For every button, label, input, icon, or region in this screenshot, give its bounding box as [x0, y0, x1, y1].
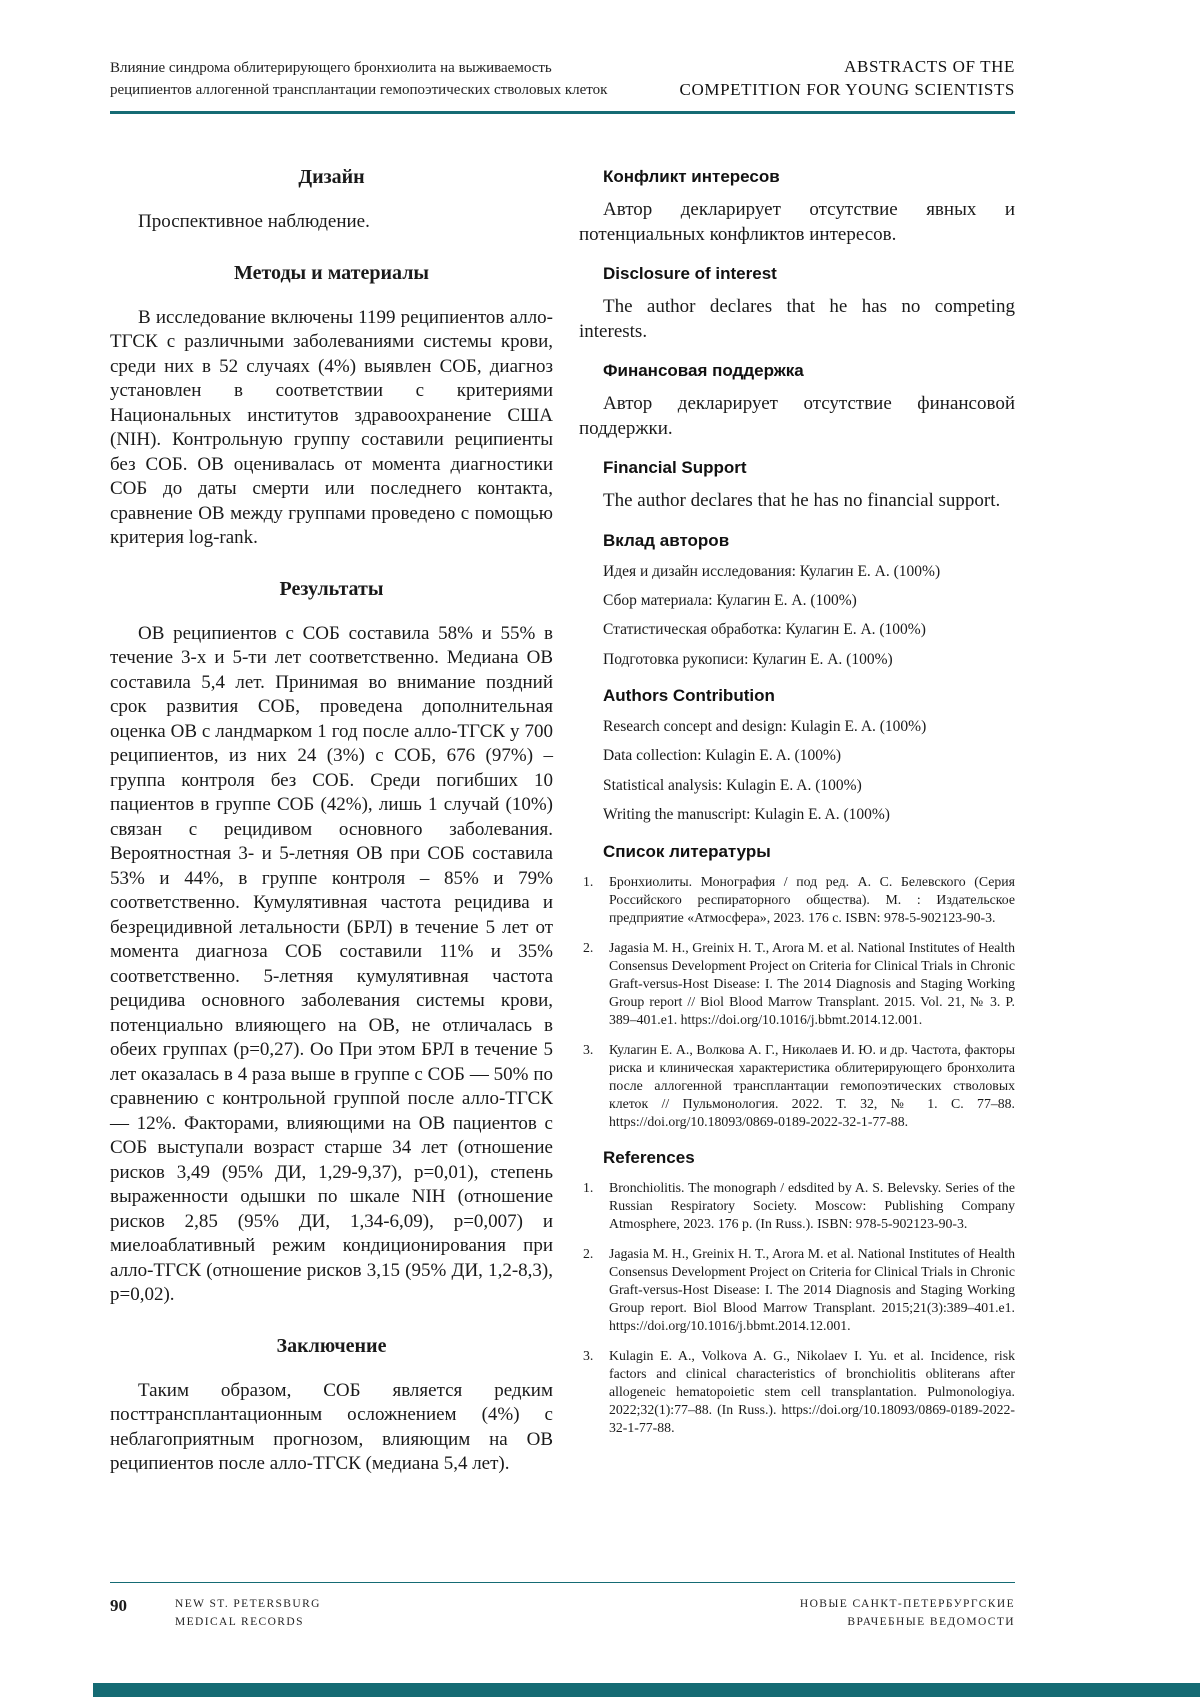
refs-en-heading: References — [603, 1147, 695, 1167]
contrib-ru-heading: Вклад авторов — [603, 530, 730, 550]
results-text: ОВ реципиентов с СОБ составила 58% и 55% в течение 3-х и 5-ти лет соответственно. Медиана ОВ составила 5,4 лет. Принимая во внимание поздний срок развития СОБ, проведена дополнительная оценка ОВ с ландмарком 1 год после алло-ТГСК у 700 реципиентов, из них 24 (3%) с СОБ, 676 (97%) – группа контроля без СОБ. Среди погибших 10 пациентов в группе СОБ (42%), лишь 1 случай (10%) связан с рецидивом основного заболевания. Вероятностная 3- и 5-летняя ОВ при СОБ составила 53% и 44%, в группе контроля – 85% и 79% соответственно. Кумулятивная частота рецидива и безрецидивной летальности (БРЛ) в течение 5 лет от момента диагноза СОБ составили 11% и 35% соответственно. 5-летняя кумулятивная частота рецидива основного заболевания системы крови, потенциально влияющего на ОВ, не отличалась в обеих группах (p=0,27). Оо При этом БРЛ в течение 5 лет оказалась в 4 раза выше в группе с СОБ — 50% по сравнению с контрольной группой после алло-ТГСК — 12%. Факторами, влияющими на ОВ пациентов с СОБ выступали возраст старше 34 лет (отношение рисков 3,49 (95% ДИ, 1,29-9,37), p=0,01), степень выраженности одышки по шкале NIH (отношение рисков 2,85 (95% ДИ, 1,34-6,09), p=0,007) и миелоаблативный режим кондиционирования при алло-ТГСК (отношение рисков 3,15 (95% ДИ, 1,2-8,3), p=0,02). — [110, 622, 553, 1305]
results-heading: Результаты — [279, 577, 384, 600]
reference-item — [579, 1041, 1015, 1131]
reference-item — [579, 1245, 1015, 1335]
footer-accent-bar — [93, 1683, 1200, 1697]
reference-number: 1. — [583, 1179, 594, 1195]
reference-number: 2. — [583, 939, 594, 955]
contrib-ru-item: Статистическая обработка: Кулагин Е. А. (100%) — [603, 621, 926, 639]
contrib-ru-item: Подготовка рукописи: Кулагин Е. А. (100%) — [603, 650, 893, 668]
contrib-ru-item: Сбор материала: Кулагин Е. А. (100%) — [603, 591, 857, 609]
journal-name-ru — [800, 1596, 1015, 1632]
reference-text: Bronchiolitis. The monograph / edsdited by A. S. Belevsky. Series of the Russian Respiratory Society. Moscow: Publishing Company Atmosphere, 2023. 176 p. (In Russ.). ISBN: 978-5-902123-90-3. — [609, 1179, 1015, 1231]
main-content — [110, 163, 1015, 1483]
section-label-line2: COMPETITION FOR YOUNG SCIENTISTS — [679, 79, 1015, 99]
contrib-en-item: Data collection: Kulagin E. A. (100%) — [603, 747, 842, 765]
reference-number: 1. — [583, 873, 594, 889]
reference-text: Кулагин Е. А., Волкова А. Г., Николаев И. Ю. и др. Частота, факторы риска и клиническая характеристика облитерирующего бронхолита после аллогенной трансплантации гемопоэтических стволовых клеток // Пульмонология. 2022. Т. 32, № 1. С. 77–88. https://doi.org/10.18093/0869-0189-2022-32-1-77-88. — [609, 1041, 1015, 1129]
conclusion-heading: Заключение — [276, 1334, 387, 1357]
page-header — [110, 56, 1015, 114]
methods-heading: Методы и материалы — [233, 261, 430, 284]
conclusion-text: Таким образом, СОБ является редким посттрансплантационным осложнением (4%) с неблагоприятным прогнозом, влияющим на ОВ реципиентов после алло-ТГСК (медиана 5,4 лет). — [110, 1379, 553, 1474]
coi-ru-text: Автор декларирует отсутствие явных и потенциальных конфликтов интересов. — [579, 199, 1015, 245]
funding-ru-heading: Финансовая поддержка — [603, 361, 804, 380]
funding-ru-text: Автор декларирует отсутствие финансовой поддержки. — [579, 393, 1015, 439]
reference-text: Jagasia M. H., Greinix H. T., Arora M. et al. National Institutes of Health Consensus Development Project on Criteria for Clinical Trials in Chronic Graft-versus-Host Disease: I. The 2014 Diagnosis and Staging Working Group report. Biol Blood Marrow Transplant. 2015;21(3):389–401.e1. https://doi.org/10.1016/j.bbmt.2014.12.001. — [609, 1245, 1015, 1333]
page-footer — [110, 1596, 1015, 1632]
journal-name-ru-line1: НОВЫЕ САНКТ-ПЕТЕРБУРГСКИЕ — [799, 1598, 1015, 1610]
coi-en-text: The author declares that he has no competing interests. — [579, 296, 1015, 342]
journal-name-en — [175, 1596, 321, 1632]
reference-item — [579, 1347, 1015, 1437]
running-title-line2: реципиентов аллогенной трансплантации гемопоэтических стволовых клеток — [110, 82, 608, 99]
design-heading: Дизайн — [298, 166, 365, 188]
section-label — [680, 56, 1015, 102]
journal-name-en-line1: NEW ST. PETERSBURG — [175, 1598, 321, 1610]
journal-name-en-line2: MEDICAL RECORDS — [175, 1615, 304, 1628]
reference-item — [579, 1179, 1015, 1233]
contrib-en-item: Statistical analysis: Kulagin E. A. (100%) — [603, 776, 862, 794]
reference-item — [579, 939, 1015, 1029]
design-text: Проспективное наблюдение. — [138, 211, 370, 232]
running-title — [110, 57, 607, 102]
refs-ru-heading: Список литературы — [603, 841, 771, 861]
reference-text: Kulagin E. A., Volkova A. G., Nikolaev I. Yu. et al. Incidence, risk factors and clinical characteristics of bronchiolitis obliterans after allogeneic hematopoietic stem cell transplantation. Pulmonologiya. 2022;32(1):77–88. (In Russ.). https://doi.org/10.18093/0869-0189-2022-32-1-77-88. — [609, 1347, 1015, 1435]
section-label-line1: ABSTRACTS OF THE — [844, 57, 1015, 76]
footer-divider — [110, 1582, 1015, 1583]
coi-en-heading: Disclosure of interest — [603, 264, 777, 283]
page-number: 90 — [110, 1596, 127, 1615]
reference-item — [579, 873, 1015, 927]
reference-number: 2. — [583, 1245, 594, 1261]
funding-en-heading: Financial Support — [603, 458, 747, 477]
contrib-en-item: Research concept and design: Kulagin E. A. (100%) — [603, 718, 927, 735]
contrib-ru-item: Идея и дизайн исследования: Кулагин Е. А. (100%) — [603, 562, 941, 580]
right-column — [579, 163, 1015, 1483]
coi-ru-heading: Конфликт интересов — [603, 167, 780, 186]
running-title-line1: Влияние синдрома облитерирующего бронхиолита на выживаемость — [110, 59, 552, 76]
reference-text: Jagasia M. H., Greinix H. T., Arora M. et al. National Institutes of Health Consensus Development Project on Criteria for Clinical Trials in Chronic Graft-versus-Host Disease: I. The 2014 Diagnosis and Staging Working Group report // Biol Blood Marrow Transplant. 2015. Vol. 21, № 3. P. 389–401.e1. https://doi.org/10.1016/j.bbmt.2014.12.001. — [609, 939, 1015, 1027]
reference-number: 3. — [583, 1347, 594, 1363]
methods-text: В исследование включены 1199 реципиентов алло-ТГСК с различными заболеваниями системы крови, среди них в 52 случаях (4%) выявлен СОБ, диагноз установлен в соответствии с критериями Национальных институтов здравоохранение США (NIH). Контрольную группу составили реципиенты без СОБ. ОВ оценивалась от момента диагностики СОБ до даты смерти или последнего контакта, сравнение ОВ между группами проведено с помощью критерия log-rank. — [110, 306, 553, 548]
funding-en-text: The author declares that he has no financial support. — [603, 490, 1001, 511]
reference-number: 3. — [583, 1041, 594, 1057]
reference-text: Бронхиолиты. Монография / под ред. А. С. Белевского (Серия Российского респираторного общества). М. : Издательское предприятие «Атмосфера», 2023. 176 с. ISBN: 978-5-902123-90-3. — [609, 873, 1015, 925]
contrib-en-heading: Authors Contribution — [603, 686, 775, 705]
journal-name-ru-line2: ВРАЧЕБНЫЕ ВЕДОМОСТИ — [847, 1615, 1015, 1628]
left-column — [110, 163, 553, 1483]
contrib-en-item: Writing the manuscript: Kulagin E. A. (100%) — [603, 806, 890, 824]
